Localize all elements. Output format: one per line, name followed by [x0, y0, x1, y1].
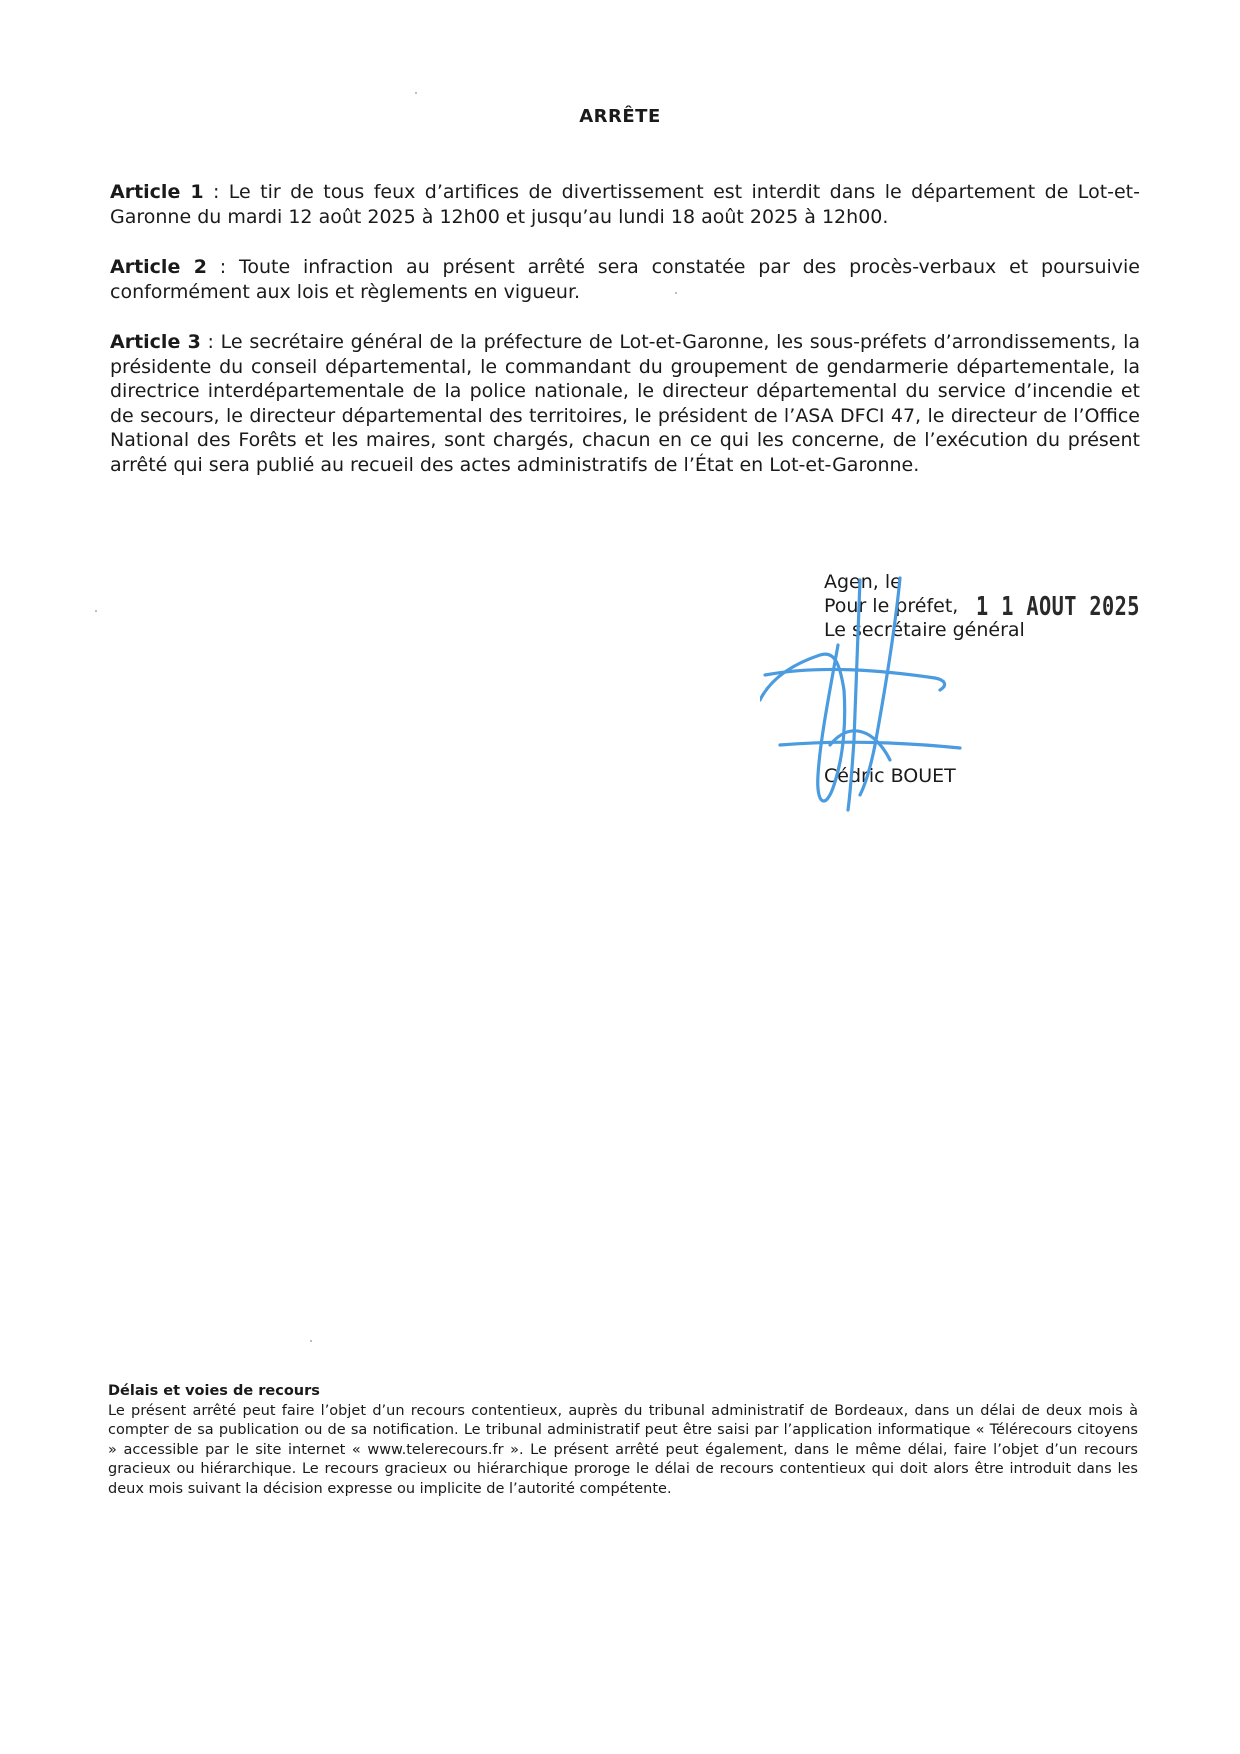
recourse-title: Délais et voies de recours: [108, 1383, 320, 1399]
recourse-body: Le présent arrêté peut faire l’objet d’un recours contentieux, auprès du tribunal administratif de Bordeaux, dans un délai de deux mois à compter de sa publication ou de sa notification. Le tribunal administratif peut être saisi par l’application informatique « Télérecours citoyens » accessible par le site internet « www.telerecours.fr ». Le présent arrêté peut également, dans le même délai, faire l’objet d’un recours gracieux ou hiérarchique. Le recours gracieux ou hiérarchique proroge le délai de recours contentieux qui doit alors être introduit dans les deux mois suivant la décision expresse ou implicite de l’autorité compétente.: [108, 1402, 1138, 1497]
article-2-label: Article 2: [110, 256, 207, 278]
date-stamp: 1 1 AOUT 2025: [976, 592, 1140, 622]
document-title: ARRÊTE: [579, 106, 661, 127]
handwritten-signature: [760, 570, 980, 820]
article-3-label: Article 3: [110, 331, 201, 353]
article-3: [110, 330, 1140, 477]
article-2: [110, 255, 1140, 304]
recourse-section: [108, 1382, 1138, 1499]
signatory-name: Cédric BOUET: [824, 765, 956, 787]
scan-speck: [310, 1340, 312, 1342]
signature-role: Le secrétaire général: [824, 619, 1025, 641]
article-1-text: : Le tir de tous feux d’artifices de divertissement est interdit dans le département de Lot-et-Garonne du mardi 12 août 2025 à 12h00 et jusqu’au lundi 18 août 2025 à 12h00.: [110, 181, 1140, 228]
article-1: [110, 180, 1140, 229]
signature-pour: Pour le préfet,: [824, 595, 959, 617]
article-2-text: : Toute infraction au présent arrêté sera constatée par des procès-verbaux et poursuivie conformément aux lois et règlements en vigueur.: [110, 256, 1140, 303]
signature-place: Agen, le: [824, 571, 902, 593]
scan-speck: [95, 610, 97, 612]
article-3-text: : Le secrétaire général de la préfecture de Lot-et-Garonne, les sous-préfets d’arrondissements, la présidente du conseil départemental, le commandant du groupement de gendarmerie départementale, la directrice interdépartementale de la police nationale, le directeur départemental du service d’incendie et de secours, le directeur départemental des territoires, le président de l’ASA DFCI 47, le directeur de l’Office National des Forêts et les maires, sont chargés, chacun en ce qui les concerne, de l’exécution du présent arrêté qui sera publié au recueil des actes administratifs de l’État en Lot-et-Garonne.: [110, 331, 1140, 476]
scan-speck: [675, 292, 677, 294]
article-1-label: Article 1: [110, 181, 204, 203]
scan-speck: [415, 92, 417, 94]
